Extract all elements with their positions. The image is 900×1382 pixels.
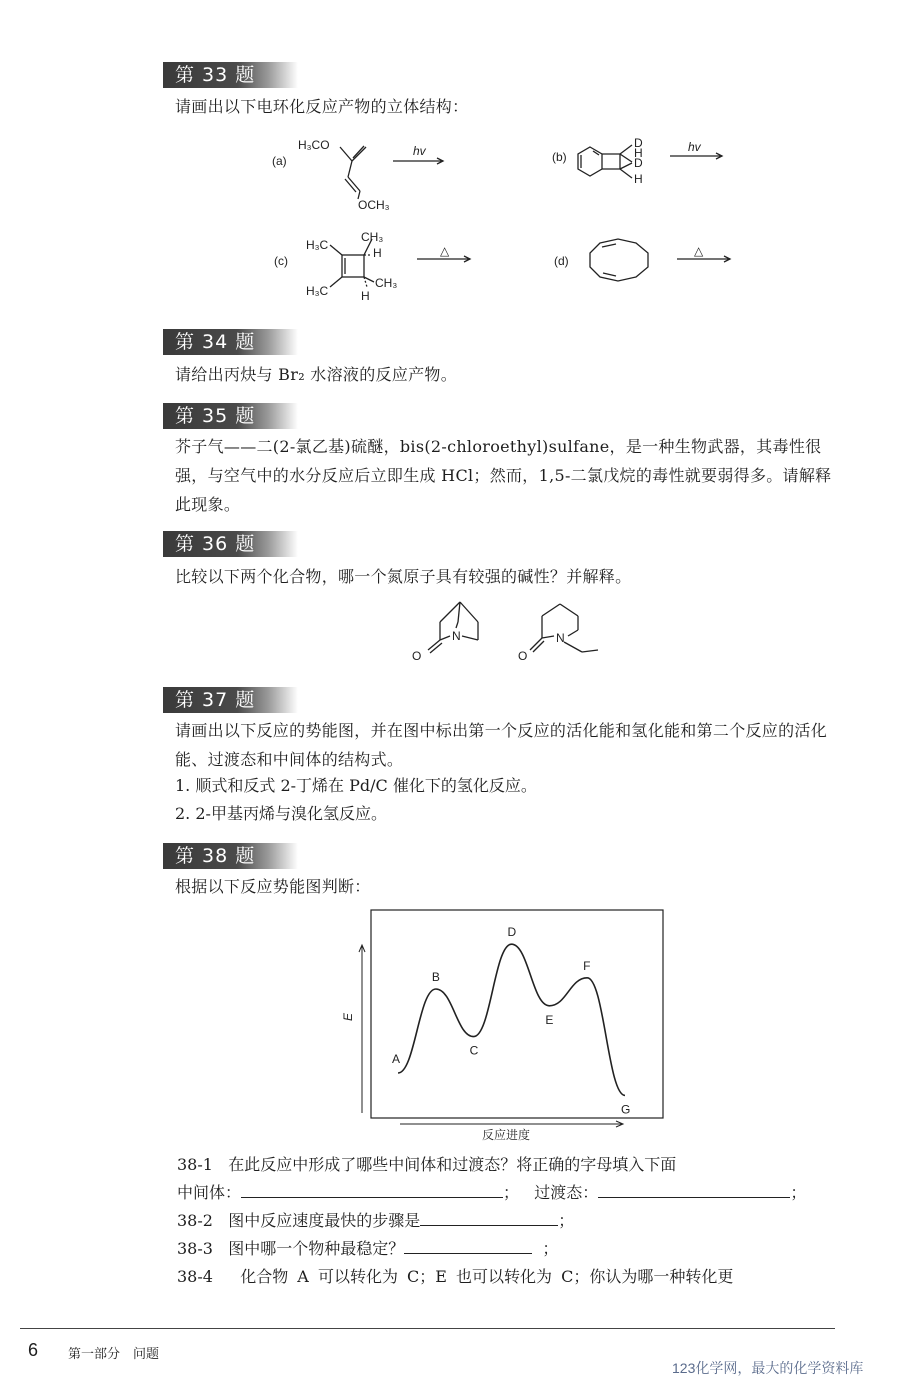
point-label-b: B <box>431 970 440 984</box>
q33a-sub2: OCH₃ <box>358 198 390 212</box>
q33c-sub3: H <box>373 246 382 260</box>
q38-sub2 <box>177 1209 574 1233</box>
separator: ； <box>503 1183 520 1202</box>
q36-o1: O <box>412 649 422 663</box>
page-number: 6 <box>28 1340 39 1360</box>
q36-n2: N <box>556 631 565 645</box>
q33a-condition: hv <box>413 144 426 158</box>
q37-item2: 2. 2-甲基丙烯与溴化氢反应。 <box>175 804 387 823</box>
q38-sub4-num: 38-4 <box>177 1267 213 1286</box>
q33d-label: (d) <box>554 254 569 268</box>
q33c-sub6: H <box>361 289 370 303</box>
point-label-a: A <box>392 1052 401 1066</box>
q33b-sub2: D <box>634 156 643 170</box>
q36-prompt: 比较以下两个化合物，哪一个氮原子具有较强的碱性？并解释。 <box>175 567 632 586</box>
intermediate-blank[interactable] <box>241 1181 503 1198</box>
q38-sub3 <box>177 1237 558 1261</box>
q38-sub3-num: 38-3 <box>177 1239 213 1258</box>
q33-reactions <box>250 125 770 315</box>
q36-header: 第 36 题 <box>163 531 298 557</box>
q37-item1: 1. 顺式和反式 2-丁烯在 Pd/C 催化下的氢化反应。 <box>175 776 537 795</box>
q38-sub1-text: 在此反应中形成了哪些中间体和过渡态？将正确的字母填入下面 <box>228 1155 677 1174</box>
q38-prompt: 根据以下反应势能图判断： <box>175 877 371 896</box>
point-label-g: G <box>621 1102 631 1117</box>
q33b-sub3: H <box>634 146 643 160</box>
point-label-f: F <box>583 958 591 973</box>
chart-frame <box>371 910 663 1118</box>
watermark: 123化学网，最大的化学资料库 <box>672 1360 864 1376</box>
q33b-sub4: H <box>634 172 643 186</box>
q38-sub4 <box>177 1265 733 1289</box>
q33c-condition: △ <box>440 244 450 258</box>
transition-state-label: 过渡态： <box>534 1183 599 1202</box>
q35-header: 第 35 题 <box>163 403 298 429</box>
point-label-d: D <box>507 925 517 940</box>
q33b-label: (b) <box>552 150 567 164</box>
q38-sub1-num: 38-1 <box>177 1155 213 1174</box>
q38-sub4-text: 化合物 A 可以转化为 C；E 也可以转化为 C；你认为哪一种转化更 <box>240 1267 734 1286</box>
q33a-sub1: H₃CO <box>298 138 330 152</box>
q33c-sub4: H₃C <box>306 284 329 298</box>
intermediate-label: 中间体： <box>177 1183 242 1202</box>
q33b-sub1: D <box>634 136 643 150</box>
q36-o2: O <box>518 649 528 663</box>
q33b-condition: hv <box>688 140 701 154</box>
section-title: 第一部分 问题 <box>68 1346 160 1361</box>
point-label-c: C <box>469 1043 479 1058</box>
q38-sub2-num: 38-2 <box>177 1211 213 1230</box>
footer-rule <box>20 1328 835 1329</box>
q33c-sub5: CH₃ <box>375 276 398 290</box>
separator-end: ； <box>790 1183 807 1202</box>
q33c-sub1: H₃C <box>306 238 329 252</box>
q37-text: 请画出以下反应的势能图，并在图中标出第一个反应的活化能和氢化能和第二个反应的活化能、过渡态和中间体的结构式。 <box>175 721 828 769</box>
transition-state-blank[interactable] <box>598 1181 790 1198</box>
q38-sub3-text: 图中哪一个物种最稳定？ <box>228 1239 405 1258</box>
energy-diagram <box>340 905 670 1150</box>
y-axis-label: E <box>341 1012 355 1021</box>
q36-structures <box>400 592 620 672</box>
q37-header: 第 37 题 <box>163 687 298 713</box>
q38-sub2-text: 图中反应速度最快的步骤是 <box>228 1211 421 1230</box>
q34-header: 第 34 题 <box>163 329 298 355</box>
x-axis-label: 反应进度 <box>482 1128 531 1142</box>
energy-curve <box>398 944 625 1095</box>
q33c-sub2: CH₃ <box>361 230 384 244</box>
q38-fill1 <box>177 1181 806 1205</box>
q38-sub1 <box>177 1153 676 1177</box>
q38-sub2-end: ； <box>558 1211 575 1230</box>
q34-prompt: 请给出丙炔与 Br₂ 水溶液的反应产物。 <box>175 365 457 384</box>
q33a-label: (a) <box>272 154 287 168</box>
q33d-condition: △ <box>694 244 704 258</box>
q33-header: 第 33 题 <box>163 62 298 88</box>
q33c-label: (c) <box>274 254 288 268</box>
fastest-step-blank[interactable] <box>420 1209 558 1226</box>
q38-header: 第 38 题 <box>163 843 298 869</box>
q36-n1: N <box>452 629 461 643</box>
most-stable-blank[interactable] <box>404 1237 532 1254</box>
q38-sub3-end: ； <box>542 1239 559 1258</box>
point-label-e: E <box>545 1012 554 1027</box>
q35-text: 芥子气——二(2-氯乙基)硫醚，bis(2-chloroethyl)sulfane，是一种生物武器，其毒性很强，与空气中的水分反应后立即生成 HCl；然而，1,5-二氯戊烷的毒性就要弱得多。请解释此现象。 <box>175 437 832 514</box>
q33-prompt: 请画出以下电环化反应产物的立体结构： <box>175 97 469 116</box>
